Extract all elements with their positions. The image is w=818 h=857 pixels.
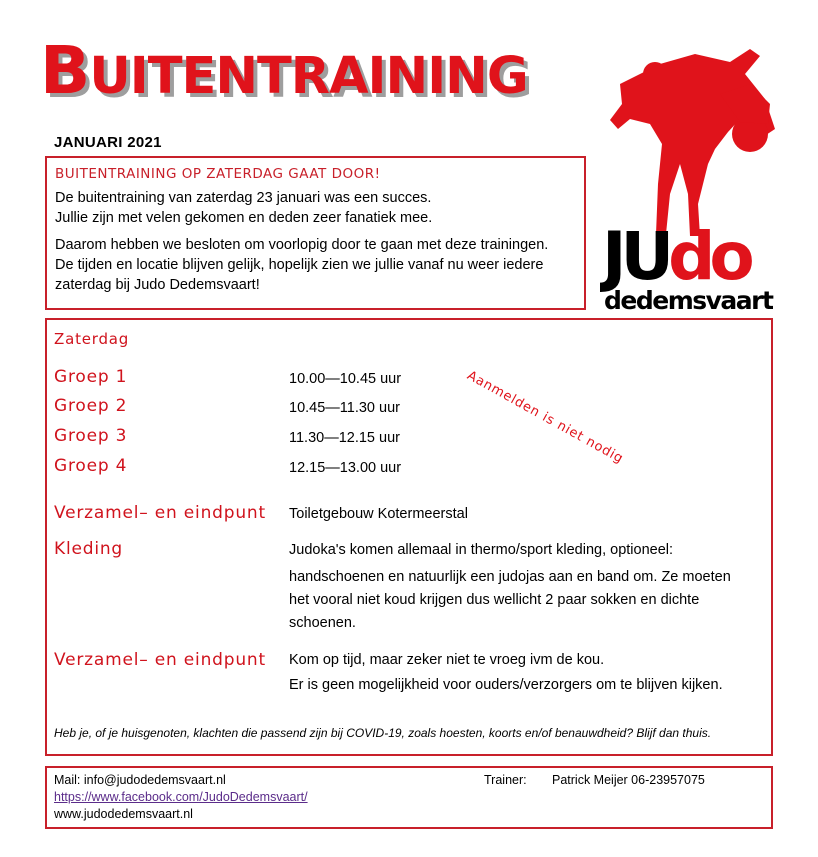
meeting-point-2-line: Kom op tijd, maar zeker niet te vroeg ivm de kou. bbox=[289, 652, 605, 668]
page-title bbox=[40, 34, 528, 114]
announcement-paragraph-1 bbox=[55, 188, 576, 228]
judo-logo bbox=[600, 44, 780, 314]
announcement-line: Daarom hebben we besloten om voorlopig door te gaan met deze trainingen. bbox=[55, 237, 549, 253]
mail-text: Mail: info@judodedemsvaart.nl bbox=[54, 773, 226, 787]
group-2-time: 10.45—11.30 uur bbox=[289, 400, 400, 416]
website-text: www.judodedemsvaart.nl bbox=[54, 807, 193, 821]
announcement-line: zaterdag bij Judo Dedemsvaart! bbox=[55, 277, 260, 293]
judoka-silhouette-icon bbox=[610, 49, 775, 236]
announcement-heading: BUITENTRAINING OP ZATERDAG GAAT DOOR! bbox=[55, 166, 381, 182]
group-4-label: Groep 4 bbox=[54, 456, 128, 476]
meeting-point-label: Verzamel– en eindpunt bbox=[54, 503, 266, 523]
group-1-label: Groep 1 bbox=[54, 367, 128, 387]
contact-box bbox=[45, 766, 773, 829]
meeting-point-2-label: Verzamel– en eindpunt bbox=[54, 650, 266, 670]
day-label: Zaterdag bbox=[54, 330, 130, 348]
clothing-line: handschoenen en natuurlijk een judojas aan en band om. Ze moeten bbox=[289, 569, 731, 585]
logo-word-judo: JUdo bbox=[602, 218, 749, 295]
title-initial: B bbox=[40, 32, 90, 109]
registration-stamp: Aanmelden is niet nodig bbox=[464, 368, 626, 467]
group-4-time: 12.15—13.00 uur bbox=[289, 460, 402, 476]
covid-note: Heb je, of je huisgenoten, klachten die passend zijn bij COVID-19, zoals hoesten, koorts en/of benauwdheid? Blijf dan thuis. bbox=[54, 726, 712, 740]
announcement-line: Jullie zijn met velen gekomen en deden zeer fanatiek mee. bbox=[55, 210, 433, 226]
announcement-line: De tijden en locatie blijven gelijk, hopelijk zien we jullie vanaf nu weer iedere bbox=[55, 257, 544, 273]
announcement-paragraph-2 bbox=[55, 235, 576, 295]
meeting-point-value: Toiletgebouw Kotermeerstal bbox=[289, 506, 468, 522]
group-2-label: Groep 2 bbox=[54, 396, 128, 416]
date-subtitle: JANUARI 2021 bbox=[54, 134, 162, 151]
announcement-box bbox=[45, 156, 586, 310]
clothing-line: het vooral niet koud krijgen dus wellicht 2 paar sokken en dichte bbox=[289, 592, 700, 608]
group-3-label: Groep 3 bbox=[54, 426, 128, 446]
group-1-time: 10.00—10.45 uur bbox=[289, 371, 402, 387]
trainer-value: Patrick Meijer 06-23957075 bbox=[552, 773, 705, 787]
schedule-box bbox=[45, 318, 773, 756]
trainer-label: Trainer: bbox=[484, 773, 527, 787]
clothing-line: schoenen. bbox=[289, 615, 356, 631]
group-3-time: 11.30—12.15 uur bbox=[289, 430, 400, 446]
clothing-label: Kleding bbox=[54, 539, 124, 559]
announcement-line: De buitentraining van zaterdag 23 januari was een succes. bbox=[55, 190, 432, 206]
clothing-line: Judoka's komen allemaal in thermo/sport kleding, optioneel: bbox=[289, 542, 674, 558]
meeting-point-2-line: Er is geen mogelijkheid voor ouders/verzorgers om te blijven kijken. bbox=[289, 677, 723, 693]
logo-word-dedemsvaart: dedemsvaart bbox=[604, 286, 773, 314]
title-rest: UITENTRAINING bbox=[89, 47, 528, 106]
facebook-link[interactable]: https://www.facebook.com/JudoDedemsvaart/ bbox=[54, 790, 308, 804]
